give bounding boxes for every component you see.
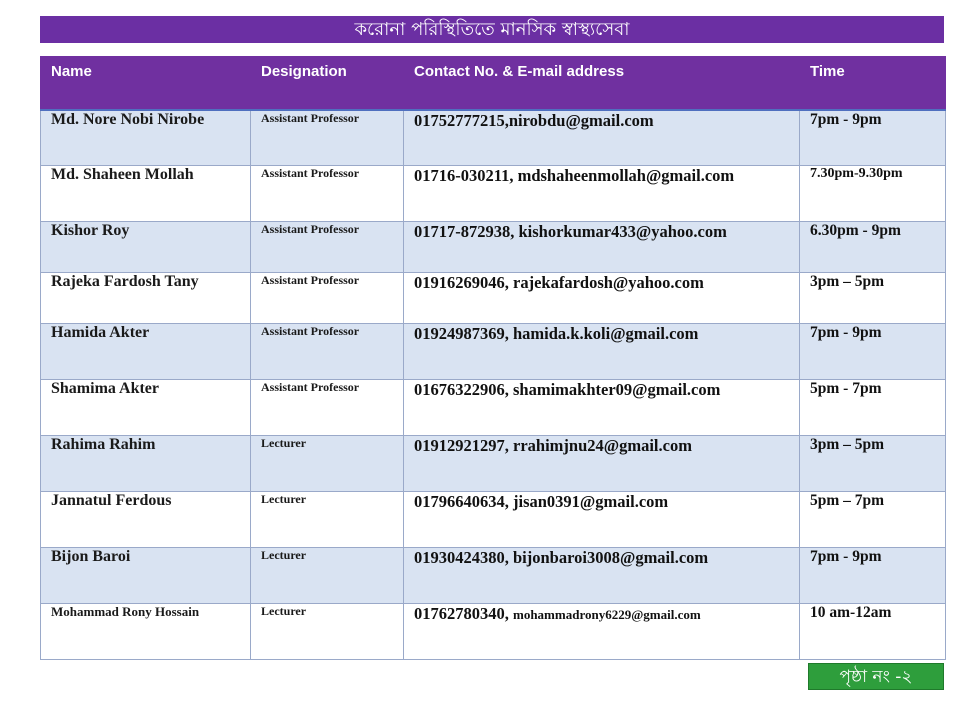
- time-cell: 7pm - 9pm: [800, 324, 946, 380]
- table-row: [41, 604, 946, 660]
- table-row: [41, 166, 946, 222]
- phone-number: 01762780340,: [414, 604, 509, 623]
- designation-cell: Lecturer: [251, 492, 404, 548]
- designation-cell: Assistant Professor: [251, 273, 404, 324]
- time-cell: 5pm - 7pm: [800, 380, 946, 436]
- email-address[interactable]: mohammadrony6229@gmail.com: [513, 607, 701, 622]
- email-address[interactable]: hamida.k.koli@gmail.com: [513, 324, 699, 343]
- designation-cell: Assistant Professor: [251, 110, 404, 166]
- designation-cell: Assistant Professor: [251, 324, 404, 380]
- phone-number: 01916269046,: [414, 273, 509, 292]
- page-title: করোনা পরিস্থিতিতে মানসিক স্বাস্থ্যসেবা: [40, 16, 944, 43]
- contacts-table: [40, 56, 946, 660]
- name-cell: Hamida Akter: [41, 324, 251, 380]
- column-header-contact: Contact No. & E-mail address: [404, 57, 800, 110]
- phone-number: 01930424380,: [414, 548, 509, 567]
- email-address[interactable]: kishorkumar433@yahoo.com: [518, 222, 727, 241]
- email-address[interactable]: nirobdu@gmail.com: [508, 110, 654, 130]
- time-cell: 7pm - 9pm: [800, 110, 946, 166]
- contact-cell: [404, 604, 800, 660]
- time-cell: 3pm – 5pm: [800, 273, 946, 324]
- contact-cell: [404, 492, 800, 548]
- phone-number: 01924987369,: [414, 324, 509, 343]
- time-cell: 3pm – 5pm: [800, 436, 946, 492]
- phone-number: 01676322906,: [414, 380, 509, 399]
- contact-cell: [404, 222, 800, 273]
- phone-number: 01752777215,: [414, 110, 509, 130]
- phone-number: 01796640634,: [414, 492, 509, 511]
- table-header-row: [41, 57, 946, 110]
- contact-cell: [404, 436, 800, 492]
- table-row: [41, 436, 946, 492]
- name-cell: Mohammad Rony Hossain: [41, 604, 251, 660]
- name-cell: Jannatul Ferdous: [41, 492, 251, 548]
- email-address[interactable]: bijonbaroi3008@gmail.com: [513, 548, 709, 567]
- time-cell: 7.30pm-9.30pm: [800, 166, 946, 222]
- table-row: [41, 548, 946, 604]
- table-row: [41, 110, 946, 166]
- designation-cell: Assistant Professor: [251, 380, 404, 436]
- contact-cell: [404, 324, 800, 380]
- table-row: [41, 380, 946, 436]
- table-row: [41, 492, 946, 548]
- email-address[interactable]: rajekafardosh@yahoo.com: [513, 273, 704, 292]
- name-cell: Shamima Akter: [41, 380, 251, 436]
- email-address[interactable]: shamimakhter09@gmail.com: [513, 380, 721, 399]
- name-cell: Md. Shaheen Mollah: [41, 166, 251, 222]
- column-header-name: Name: [41, 57, 251, 110]
- contact-cell: [404, 273, 800, 324]
- contact-cell: [404, 110, 800, 166]
- column-header-designation: Designation: [251, 57, 404, 110]
- time-cell: 6.30pm - 9pm: [800, 222, 946, 273]
- contact-cell: [404, 380, 800, 436]
- email-address[interactable]: rrahimjnu24@gmail.com: [513, 436, 692, 455]
- phone-number: 01912921297,: [414, 436, 509, 455]
- name-cell: Md. Nore Nobi Nirobe: [41, 110, 251, 166]
- page-number-badge: পৃষ্ঠা নং -২: [808, 663, 944, 690]
- column-header-time: Time: [800, 57, 946, 110]
- table-row: [41, 273, 946, 324]
- name-cell: Kishor Roy: [41, 222, 251, 273]
- name-cell: Rajeka Fardosh Tany: [41, 273, 251, 324]
- time-cell: 5pm – 7pm: [800, 492, 946, 548]
- phone-number: 01717-872938,: [414, 222, 515, 241]
- email-address[interactable]: mdshaheenmollah@gmail.com: [517, 166, 735, 185]
- designation-cell: Lecturer: [251, 548, 404, 604]
- designation-cell: Lecturer: [251, 604, 404, 660]
- designation-cell: Lecturer: [251, 436, 404, 492]
- name-cell: Bijon Baroi: [41, 548, 251, 604]
- time-cell: 10 am-12am: [800, 604, 946, 660]
- designation-cell: Assistant Professor: [251, 166, 404, 222]
- designation-cell: Assistant Professor: [251, 222, 404, 273]
- table-row: [41, 324, 946, 380]
- phone-number: 01716-030211,: [414, 166, 514, 185]
- contact-cell: [404, 548, 800, 604]
- contact-cell: [404, 166, 800, 222]
- email-address[interactable]: jisan0391@gmail.com: [513, 492, 669, 511]
- time-cell: 7pm - 9pm: [800, 548, 946, 604]
- table-row: [41, 222, 946, 273]
- name-cell: Rahima Rahim: [41, 436, 251, 492]
